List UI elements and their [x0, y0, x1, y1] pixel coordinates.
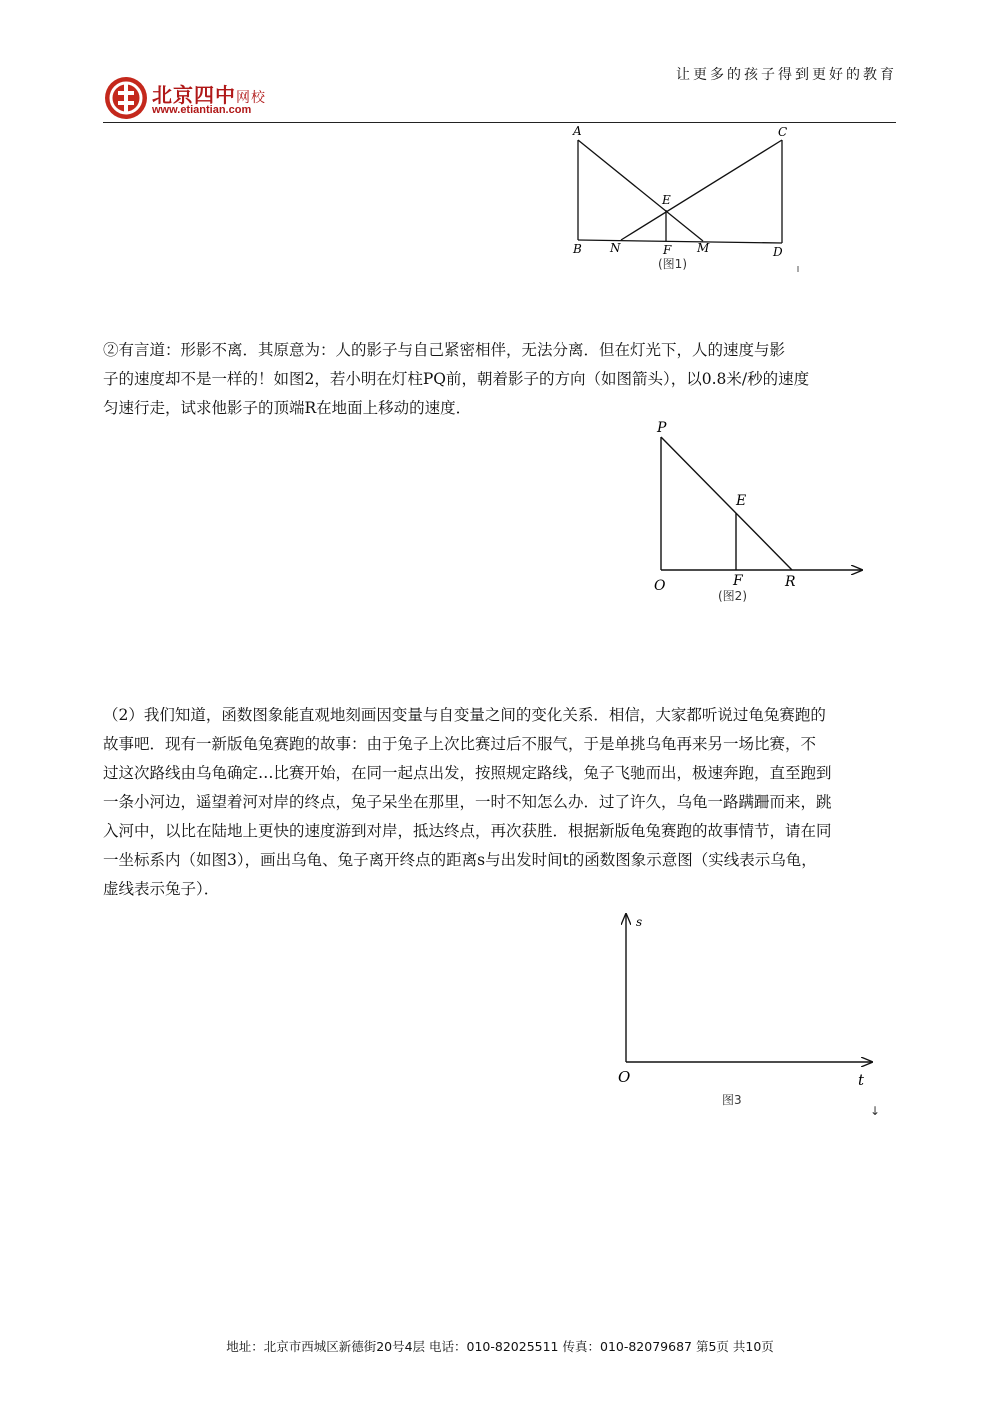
- text-line: 过这次路线由乌龟确定…比赛开始，在同一起点出发，按照规定路线，兔子飞驰而出，极速奔跑，直至跑到: [103, 764, 832, 782]
- fig3-label-t: t: [858, 1071, 865, 1089]
- logo-url: www.etiantian.com: [152, 104, 252, 116]
- fig3-label-s: s: [636, 915, 643, 929]
- header-slogan: 让更多的孩子得到更好的教育: [676, 67, 897, 83]
- paragraph-mark: ↓: [870, 1104, 881, 1118]
- fig2-label-P: P: [657, 420, 667, 436]
- text-line: 匀速行走，试求他影子的顶端R在地面上移动的速度．: [103, 399, 472, 417]
- question-paragraph-2: [103, 336, 903, 423]
- text-line: 虚线表示兔子）．: [103, 880, 220, 898]
- fig1-label-D: D: [773, 245, 783, 259]
- text-line: （2）我们知道，函数图象能直观地刻画因变量与自变量之间的变化关系．相信，大家都听说过龟兔赛跑的: [103, 706, 826, 724]
- text-line: ②有言道：形影不离．其原意为：人的影子与自己紧密相伴，无法分离．但在灯光下，人的速度与影: [103, 341, 786, 359]
- fig1-segment-BD: [578, 240, 782, 243]
- fig1-segment-CN: [621, 140, 782, 240]
- fig3-label-O: O: [618, 1068, 631, 1086]
- text-line: 一条小河边，遥望着河对岸的终点，兔子呆坐在那里，一时不知怎么办．过了许久，乌龟一路蹒跚而来，跳: [103, 793, 832, 811]
- fig1-label-A: A: [573, 124, 582, 138]
- fig1-label-B: B: [573, 242, 582, 256]
- fig2-label-R: R: [785, 574, 796, 590]
- logo-name: 北京四中网校: [152, 83, 266, 107]
- text-line: 一坐标系内（如图3），画出乌龟、兔子离开终点的距离s与出发时间t的函数图象示意图（实线表示乌龟，: [103, 851, 817, 869]
- fig1-label-C: C: [778, 125, 788, 139]
- fig2-label-O: O: [654, 578, 666, 594]
- figure-1: [560, 122, 810, 282]
- fig3-caption: 图3: [722, 1093, 742, 1107]
- text-line: 入河中，以比在陆地上更快的速度游到对岸，抵达终点，再次获胜．根据新版龟兔赛跑的故事情节，请在同: [103, 822, 832, 840]
- text-line: 故事吧．现有一新版龟兔赛跑的故事：由于兔子上次比赛过后不服气，于是单挑乌龟再来另一场比赛，不: [103, 735, 817, 753]
- fig1-label-N: N: [610, 241, 621, 255]
- fig1-label-E: E: [662, 193, 671, 207]
- page-footer: 地址：北京市西城区新德街20号4层 电话：010-82025511 传真：010-82079687 第5页 共10页: [226, 1339, 774, 1354]
- fig1-label-F: F: [663, 243, 672, 257]
- figure-3: [610, 905, 890, 1125]
- fig1-label-M: M: [697, 241, 710, 255]
- fig1-segment-AM: [578, 140, 703, 241]
- fig1-caption: (图1): [658, 257, 687, 271]
- text-line: 子的速度却不是一样的！如图2，若小明在灯柱PQ前，朝着影子的方向（如图箭头），以0.8米/秒的速度: [103, 370, 810, 388]
- question-paragraph-3: [103, 701, 903, 904]
- fig2-caption: (图2): [718, 589, 747, 603]
- logo-emblem-icon: [103, 75, 149, 121]
- figure-2: [640, 412, 880, 612]
- fig2-label-F: F: [733, 573, 743, 589]
- fig2-light-ray-PR: [661, 437, 792, 570]
- fig2-label-E: E: [736, 493, 747, 509]
